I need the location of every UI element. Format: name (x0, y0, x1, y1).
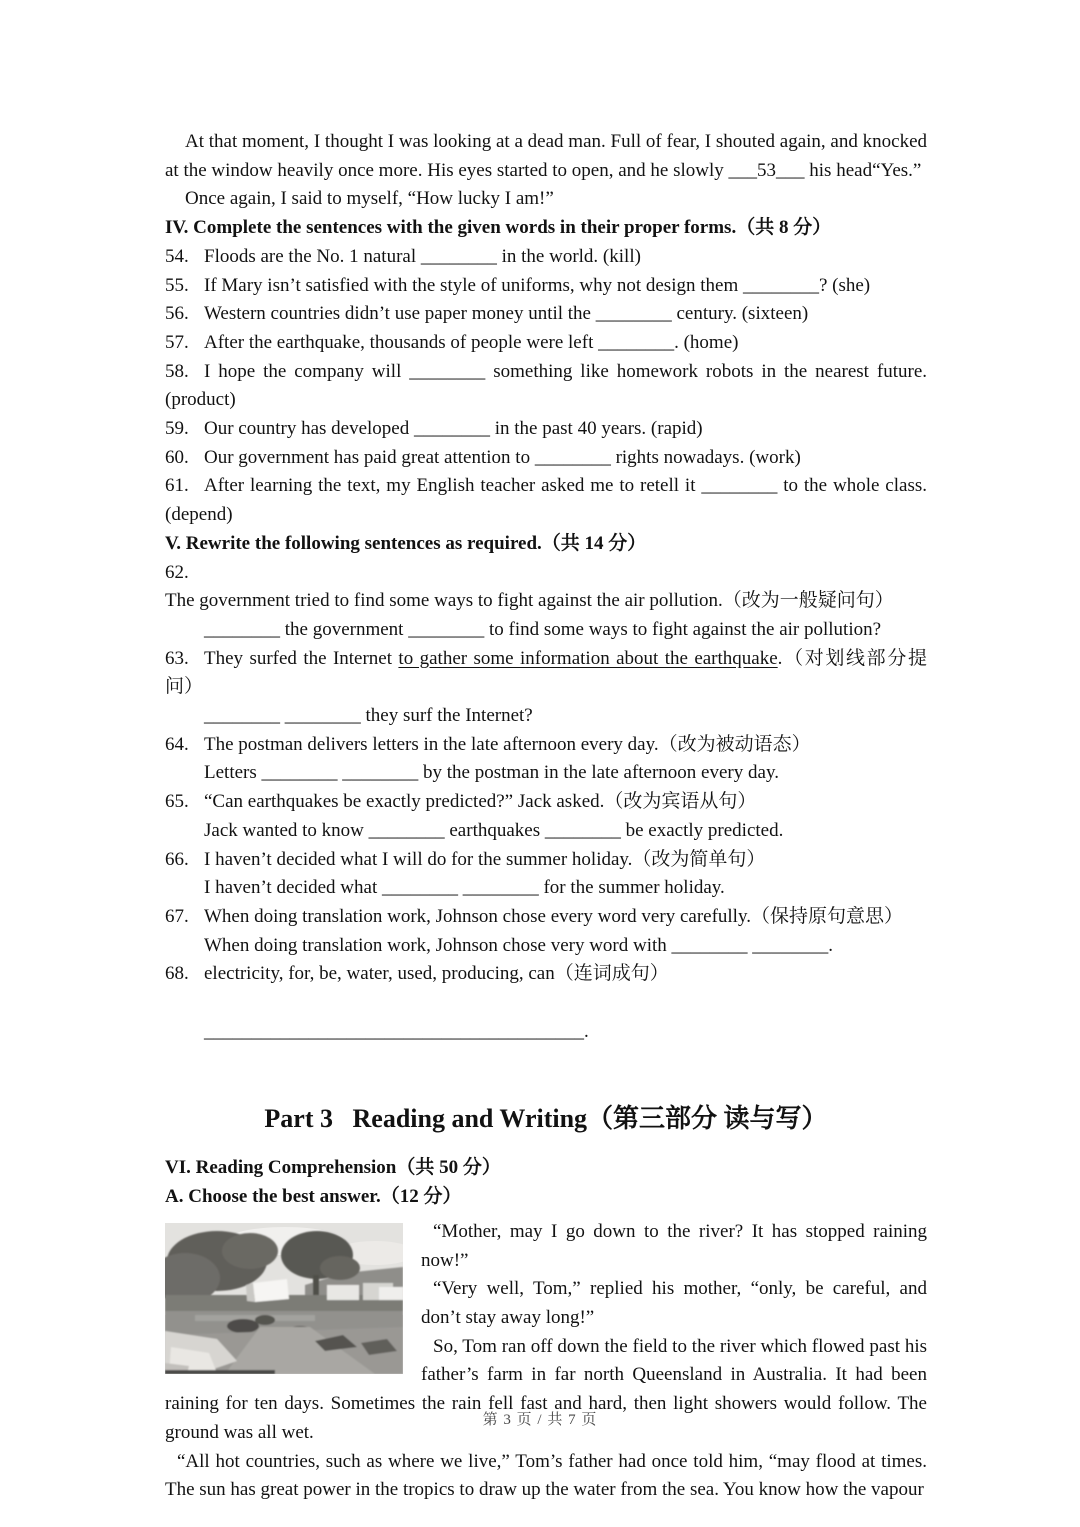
question-61 (165, 472, 927, 529)
question-55 (165, 272, 927, 301)
section-iv-title: IV. Complete the sentences with the given words in their proper forms.（共 8 分） (165, 217, 832, 239)
question-66-number: 66. (165, 848, 189, 870)
intro-paragraph-1: At that moment, I thought I was looking at a dead man. Full of fear, I shouted again, and knocked at the window heavily once more. His eyes started to open, and he slowly ___53___ his head“Yes.” (165, 131, 927, 181)
reading-paragraph-4: “All hot countries, such as where we live,” Tom’s father had once told him, “may flood at times. The sun has great power in the tropics to draw up the water from the sea. You know how the vapour (165, 1450, 927, 1501)
question-60 (165, 444, 927, 473)
flood-scene-illustration (165, 1223, 403, 1374)
question-63-number: 63. (165, 647, 189, 669)
question-66-text: I haven’t decided what I will do for the summer holiday.（改为简单句） (204, 848, 766, 870)
reading-paragraph-1: “Mother, may I go down to the river? It has stopped raining now!” (421, 1220, 927, 1271)
question-64-number: 64. (165, 733, 189, 755)
question-67-answer-line: When doing translation work, Johnson chose very word with ________ ________. (204, 934, 834, 956)
question-68-text: electricity, for, be, water, used, producing, can（连词成句） (204, 963, 669, 985)
question-65-number: 65. (165, 791, 189, 813)
question-63-answer-line: ________ ________ they surf the Internet? (204, 705, 533, 727)
intro-paragraph-2: Once again, I said to myself, “How lucky I am!” (185, 188, 554, 210)
question-58-number: 58. (165, 360, 189, 382)
question-63 (165, 645, 927, 702)
question-63-text-pre: They surfed the Internet (204, 647, 399, 669)
question-56-text: Western countries didn’t use paper money until the ________ century. (sixteen) (204, 303, 809, 325)
reading-paragraph-3: So, Tom ran off down the field to the river which flowed past his father’s farm in far north Queensland in Australia. It had been raining for ten days. Sometimes the rain fell fast and hard, then light showers would follow. The ground was all wet. (165, 1335, 927, 1443)
question-66 (165, 846, 927, 875)
question-56-number: 56. (165, 303, 189, 325)
page-number-footer: 第 3 页 / 共 7 页 (482, 1412, 598, 1428)
question-62-number: 62. (165, 561, 189, 583)
question-59 (165, 415, 927, 444)
question-63-text-post: .（对划线部分提问） (165, 647, 927, 698)
reading-paragraph-2: “Very well, Tom,” replied his mother, “only, be careful, and don’t stay away long!” (421, 1278, 927, 1328)
question-54 (165, 243, 927, 272)
part-3-title: Part 3 Reading and Writing（第三部分 读与写） (264, 1104, 828, 1134)
question-64-text: The postman delivers letters in the late afternoon every day.（改为被动语态） (204, 733, 811, 755)
question-67-text: When doing translation work, Johnson chose every word very carefully.（保持原句意思） (204, 905, 903, 927)
question-61-text: After learning the text, my English teacher asked me to retell it ________ to the whole class. (depend) (165, 475, 927, 526)
section-vi-title: VI. Reading Comprehension（共 50 分） (165, 1157, 501, 1179)
question-60-text: Our government has paid great attention to ________ rights nowadays. (work) (204, 446, 801, 468)
question-62 (165, 559, 927, 616)
flood-scene-photo (165, 1223, 403, 1374)
reading-passage (165, 1218, 927, 1505)
question-57-text: After the earthquake, thousands of people were left ________. (home) (204, 331, 739, 353)
question-67 (165, 903, 927, 932)
question-68-number: 68. (165, 963, 189, 985)
question-54-number: 54. (165, 245, 189, 267)
question-64 (165, 731, 927, 760)
question-55-text: If Mary isn’t satisfied with the style of uniforms, why not design them ________? (she) (204, 274, 871, 296)
question-67-number: 67. (165, 905, 189, 927)
question-58-text: I hope the company will ________ something like homework robots in the nearest future. (product) (165, 360, 927, 411)
section-vi-subtitle: A. Choose the best answer.（12 分） (165, 1186, 462, 1208)
section-v-title: V. Rewrite the following sentences as required.（共 14 分） (165, 532, 647, 554)
question-58 (165, 358, 927, 415)
question-64-answer-line: Letters ________ ________ by the postman in the late afternoon every day. (204, 762, 779, 784)
question-57 (165, 329, 927, 358)
question-68 (165, 960, 927, 989)
question-65 (165, 788, 927, 817)
question-61-number: 61. (165, 475, 189, 497)
question-57-number: 57. (165, 331, 189, 353)
question-56 (165, 300, 927, 329)
question-54-text: Floods are the No. 1 natural ________ in the world. (kill) (204, 245, 641, 267)
question-68-answer-line: ________________________________________. (204, 1020, 589, 1042)
question-55-number: 55. (165, 274, 189, 296)
question-65-text: “Can earthquakes be exactly predicted?” Jack asked.（改为宾语从句） (204, 791, 757, 813)
question-66-answer-line: I haven’t decided what ________ ________ for the summer holiday. (204, 877, 725, 899)
question-59-number: 59. (165, 418, 189, 440)
page-content (165, 128, 927, 1505)
question-59-text: Our country has developed ________ in the past 40 years. (rapid) (204, 418, 703, 440)
question-65-answer-line: Jack wanted to know ________ earthquakes ________ be exactly predicted. (204, 819, 784, 841)
question-62-text: The government tried to find some ways to fight against the air pollution.（改为一般疑问句） (165, 590, 894, 612)
question-63-underlined-phrase: to gather some information about the earthquake (398, 647, 778, 669)
question-60-number: 60. (165, 446, 189, 468)
question-62-answer-line: ________ the government ________ to find some ways to fight against the air pollution? (204, 618, 882, 640)
